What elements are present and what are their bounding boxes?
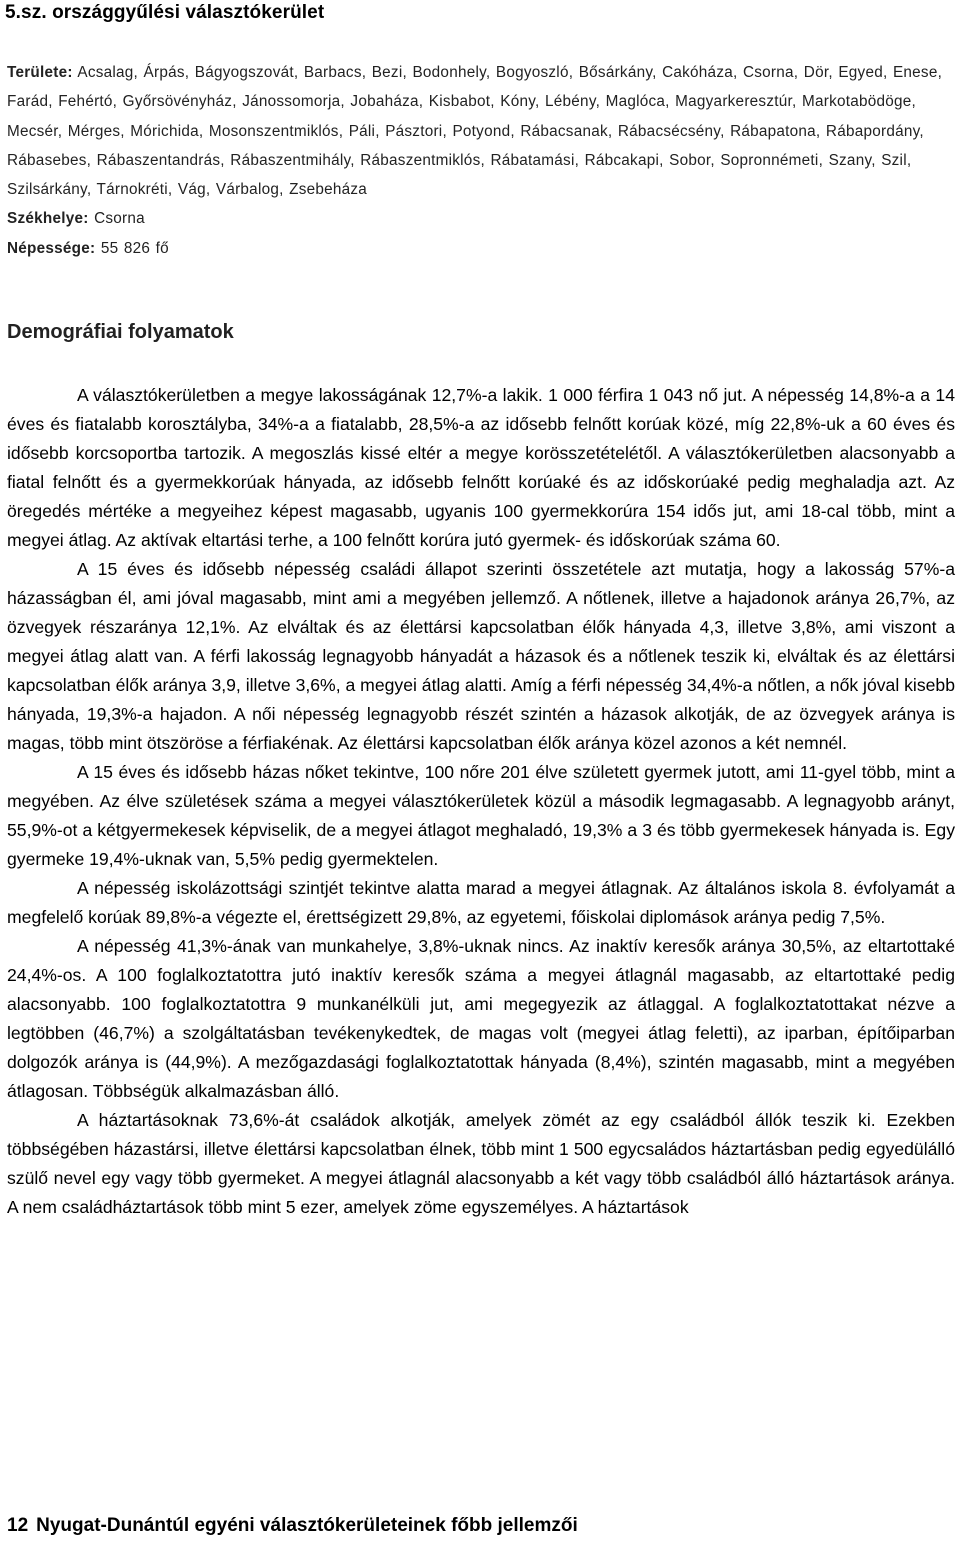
paragraph-employment: A népesség 41,3%-ának van munkahelye, 3,8%-uknak nincs. Az inaktív keresők aránya 30,5%, az eltartottaké 24,4%-os. A 100 foglalkoztatottra jutó inaktív keresők száma a megyei átlagnál magasabb, az eltartottaké pedig alacsonyabb. 100 foglalkoztatottra 9 munkanélküli jut, ami megegyezik az átlaggal. A foglalkoztatottakat nézve a legtöbben (46,7%) a szolgáltatásban tevékenykedtek, de magas volt (megyei átlag feletti), az iparban, építőiparban dolgozók aránya is (44,9%). A mezőgazdasági foglalkoztatottak hányada (8,4%), szintén magasabb, mint a megyében átlagosan. Többségük alkalmazásban álló. (7, 936, 955, 1101)
page-footer (7, 1515, 578, 1537)
territory-label: Területe: (7, 64, 73, 81)
district-info (7, 58, 957, 263)
paragraph-age-structure: A választókerületben a megye lakosságának 12,7%-a lakik. 1 000 férfira 1 043 nő jut. A népesség 14,8%-a a 14 éves és fiatalabb korosztályba, 34%-a a fiatalabb, 28,5%-a az idősebb felnőtt korúak közé, míg 22,8%-uk a 60 éves és idősebb korcsoportba tartozik. A megoszlás kissé eltér a megye korösszetételétől. A választókerületben alacsonyabb a fiatal felnőtt és a gyermekkorúak hányada, az idősebb felnőtt korúaké és az időskorúaké pedig meghaladja azt. Az öregedés mértéke a megyeihez képest magasabb, ugyanis 100 gyermekkorúra 154 idős jut, ami 18-cal több, mint a megyei átlag. Az aktívak eltartási terhe, a 100 felnőtt korúra jutó gyermek- és időskorúak száma 60. (7, 385, 955, 550)
paragraph-marital-status: A 15 éves és idősebb népesség családi állapot szerinti összetétele azt mutatja, hogy a lakosság 57%-a házasságban él, ami jóval magasabb, mint ami a megyében jellemző. A nőtlenek, illetve a hajadonok aránya 26,7%, az özvegyek részaránya 12,1%. Az elváltak és az élettársi kapcsolatban élők hányada 4,3, illetve 3,8%, ami viszont a megyei átlag alatt van. A férfi lakosság legnagyobb hányadát a házasok és a nőtlenek teszik ki, elváltak és az élettársi kapcsolatban élők aránya 3,9, illetve 3,6%, a megyei átlag alatti. Amíg a férfi népesség 34,4%-a nőtlen, a nők jóval kisebb hányada, 19,3%-a hajadon. A női népesség legnagyobb részét szintén a házasok alkotják, de az özvegyek aránya is magas, több mint ötszöröse a férfiakénak. Az élettársi kapcsolatban élők aránya közel azonos a két nemnél. (7, 559, 955, 753)
territory-line (7, 58, 957, 204)
population-value: 55 826 fő (100, 239, 169, 257)
seat-value: Csorna (94, 210, 145, 228)
population-line (7, 234, 957, 263)
seat-line (7, 204, 957, 233)
section-heading: Demográfiai folyamatok (7, 321, 234, 343)
seat-label: Székhelye: (7, 210, 89, 228)
population-label: Népessége: (7, 239, 96, 257)
page-number: 12 (7, 1515, 29, 1536)
territory-value: Acsalag, Árpás, Bágyogszovát, Barbacs, Bezi, Bodonhely, Bogyoszló, Bősárkány, Cakóháza, Csorna, Dör, Egyed, Enese, Farád, Fehértó, Győrsövényház, Jánossomorja, Jobaháza, Kisbabot, Kóny, Lébény, Maglóca, Magyarkeresztúr, Markotabödöge, Mecsér, Mérges, Mórichida, Mosonszentmiklós, Páli, Pásztori, Potyond, Rábacsanak, Rábacsécsény, Rábapatona, Rábapordány, Rábasebes, Rábaszentandrás, Rábaszentmihály, Rábaszentmiklós, Rábatamási, Rábcakapi, Sobor, Sopronnémeti, Szany, Szil, Szilsárkány, Tárnokréti, Vág, Várbalog, Zsebeháza (7, 64, 943, 199)
section-body (7, 381, 955, 1222)
paragraph-households: A háztartásoknak 73,6%-át családok alkotják, amelyek zömét az egy családból állók teszik ki. Ezekben többségében házastársi, illetve élettársi kapcsolatban élnek, több mint 1 500 egycsaládos háztartásban pedig egyedülálló szülő nevel egy vagy több gyermeket. A megyei átlagnál alacsonyabb a két vagy több családból álló háztartások aránya. A nem családháztartások több mint 5 ezer, amelyek zöme egyszemélyes. A háztartások (7, 1110, 955, 1217)
paragraph-education: A népesség iskolázottsági szintjét tekintve alatta marad a megyei átlagnak. Az általános iskola 8. évfolyamát a megfelelő korúak 89,8%-a végezte el, érettségizett 29,8%, az egyetemi, főiskolai diplomások aránya pedig 7,5%. (7, 878, 955, 927)
district-title: 5.sz. országgyűlési választókerület (5, 2, 325, 23)
publication-title: Nyugat-Dunántúl egyéni választókerületeinek főbb jellemzői (36, 1515, 578, 1536)
paragraph-births: A 15 éves és idősebb házas nőket tekintve, 100 nőre 201 élve született gyermek jutott, ami 11-gyel több, mint a megyében. Az élve születések száma a megyei választókerületek közül a második legmagasabb. A legnagyobb arányt, 55,9%-ot a kétgyermekesek képviselik, de a megyei átlagot meghaladó, 19,3% a 3 és több gyermekesek hányada is. Egy gyermeke 19,4%-uknak van, 5,5% pedig gyermektelen. (7, 762, 955, 869)
